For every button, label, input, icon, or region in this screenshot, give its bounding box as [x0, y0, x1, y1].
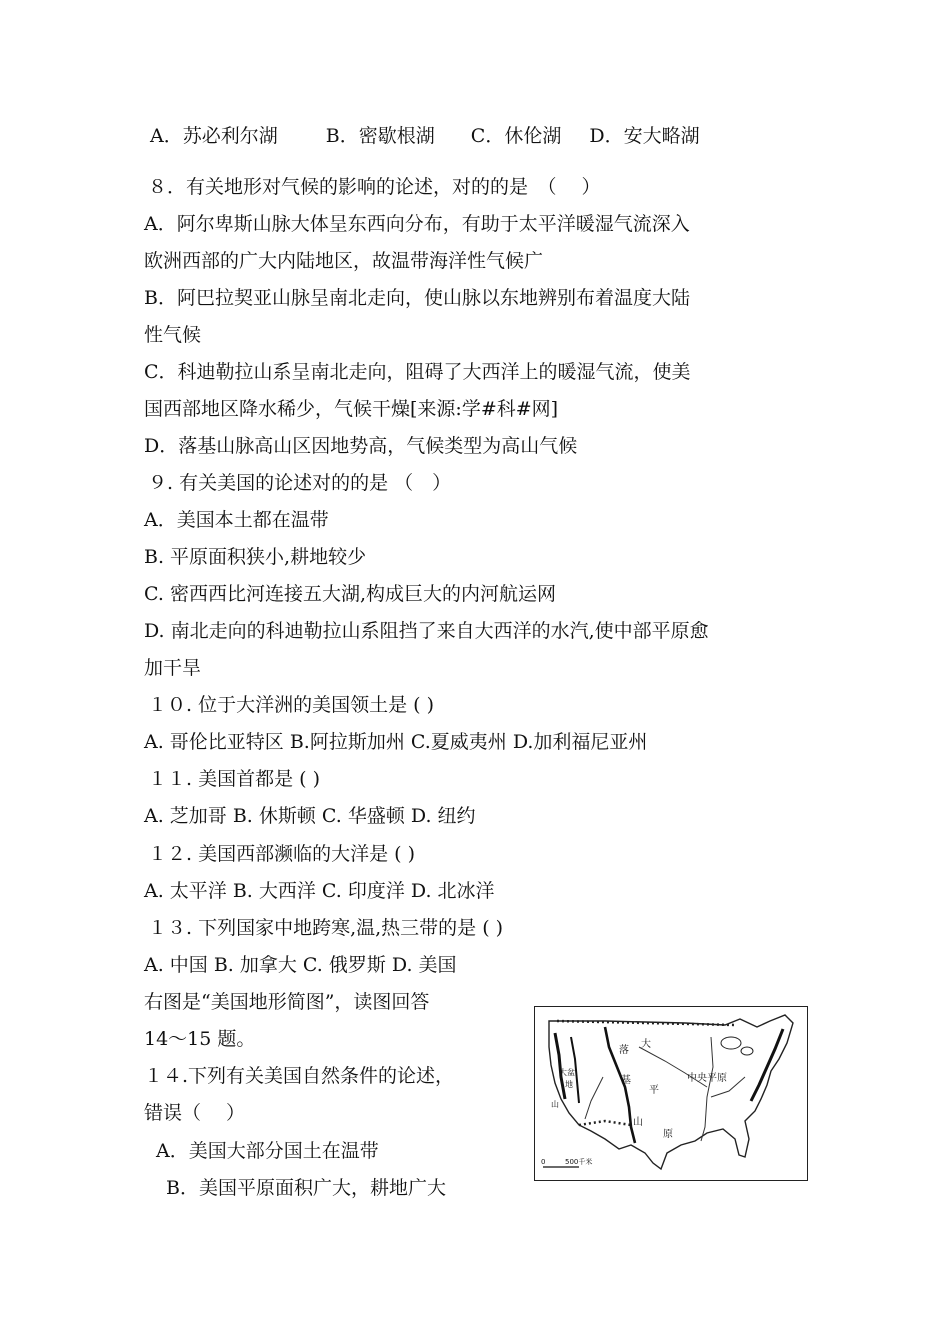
q8-option-a-line2: 欧洲西部的广大内陆地区，故温带海洋性气候广 [144, 250, 544, 272]
map-label-basin-2: 地 [565, 1080, 573, 1089]
q9-option-c: C. 密西西比河连接五大湖,构成巨大的内河航运网 [144, 583, 556, 605]
us-terrain-map-svg [535, 1007, 807, 1180]
map-label-luo: 落 [619, 1045, 629, 1056]
coast-ranges [555, 1033, 565, 1099]
q13-options: A. 中国 B. 加拿大 C. 俄罗斯 D. 美国 [144, 954, 457, 976]
q8-stem: ８．有关地形对气候的影响的论述，对的的是 （ ） [148, 176, 601, 198]
scale-zero: 0 [541, 1158, 546, 1166]
us-terrain-map [534, 1006, 808, 1181]
q11-options: A. 芝加哥 B. 休斯顿 C. 华盛顿 D. 纽约 [144, 805, 476, 827]
q14-stem-line2: 错误（ ） [144, 1102, 246, 1124]
southern-border [579, 1121, 631, 1125]
q7-options [150, 123, 700, 149]
q8-option-b-line2: 性气候 [144, 324, 202, 346]
q11-stem: １１. 美国首都是 ( ) [148, 768, 320, 790]
q7-option-c: C．休伦湖 [470, 125, 562, 147]
q9-option-a: A．美国本土都在温带 [144, 509, 329, 531]
great-lakes-2 [741, 1047, 753, 1055]
q12-stem: １２. 美国西部濒临的大洋是 ( ) [148, 843, 415, 865]
q9-option-d-line1: D. 南北走向的科迪勒拉山系阻挡了来自大西洋的水汽,使中部平原愈 [144, 620, 709, 642]
mississippi-river [701, 1037, 713, 1141]
q8-option-c-line1: C．科迪勒拉山系呈南北走向，阻碍了大西洋上的暖湿气流，使美 [144, 361, 691, 383]
q9-option-b: B. 平原面积狭小,耕地较少 [144, 546, 367, 568]
q8-option-a-line1: A．阿尔卑斯山脉大体呈东西向分布，有助于太平洋暖湿气流深入 [144, 213, 690, 235]
scale-label: 500千米 [565, 1158, 593, 1166]
appalachian-mountains [751, 1029, 783, 1101]
q8-option-c-line2: 国西部地区降水稀少，气候干燥[来源:学#科#网] [144, 398, 559, 420]
map-label-yuan: 原 [663, 1129, 673, 1140]
q8-option-d: D．落基山脉高山区因地势高，气候类型为高山气候 [144, 435, 578, 457]
map-label-ping: 平 [649, 1085, 659, 1096]
map-intro-line2: 14～15 题。 [144, 1028, 256, 1050]
q14-option-a: A．美国大部分国土在温带 [156, 1140, 379, 1162]
q14-option-b: B．美国平原面积广大，耕地广大 [166, 1177, 446, 1199]
map-label-central-plain: 中央平原 [687, 1073, 727, 1084]
q9-stem: ９. 有关美国的论述对的的是 （ ） [148, 472, 452, 494]
map-label-basin: 大盆 [559, 1068, 575, 1077]
map-label-da: 大 [641, 1039, 651, 1050]
q7-option-b: B．密歇根湖 [325, 125, 435, 147]
q8-option-b-line1: B．阿巴拉契亚山脉呈南北走向，使山脉以东地辨别布着温度大陆 [144, 287, 690, 309]
q7-option-d: D．安大略湖 [589, 125, 700, 147]
q10-stem: １０. 位于大洋洲的美国领土是 ( ) [148, 694, 434, 716]
q14-stem-line1: １４.下列有关美国自然条件的论述， [144, 1065, 455, 1087]
q9-option-d-line2: 加干旱 [144, 657, 202, 679]
q13-stem: １３. 下列国家中地跨寒,温,热三带的是 ( ) [148, 917, 504, 939]
map-label-shan: 山 [633, 1117, 643, 1128]
map-label-ji: 基 [621, 1075, 631, 1086]
q12-options: A. 太平洋 B. 大西洋 C. 印度洋 D. 北冰洋 [144, 880, 495, 902]
q7-option-a: A．苏必利尔湖 [150, 125, 278, 147]
q10-options: A. 哥伦比亚特区 B.阿拉斯加州 C.夏威夷州 D.加利福尼亚州 [144, 731, 648, 753]
great-lakes [721, 1037, 741, 1049]
map-intro-line1: 右图是“美国地形简图”，读图回答 [144, 991, 430, 1013]
map-label-coast-mountain: 山 [551, 1100, 559, 1109]
colorado-river [585, 1077, 603, 1119]
